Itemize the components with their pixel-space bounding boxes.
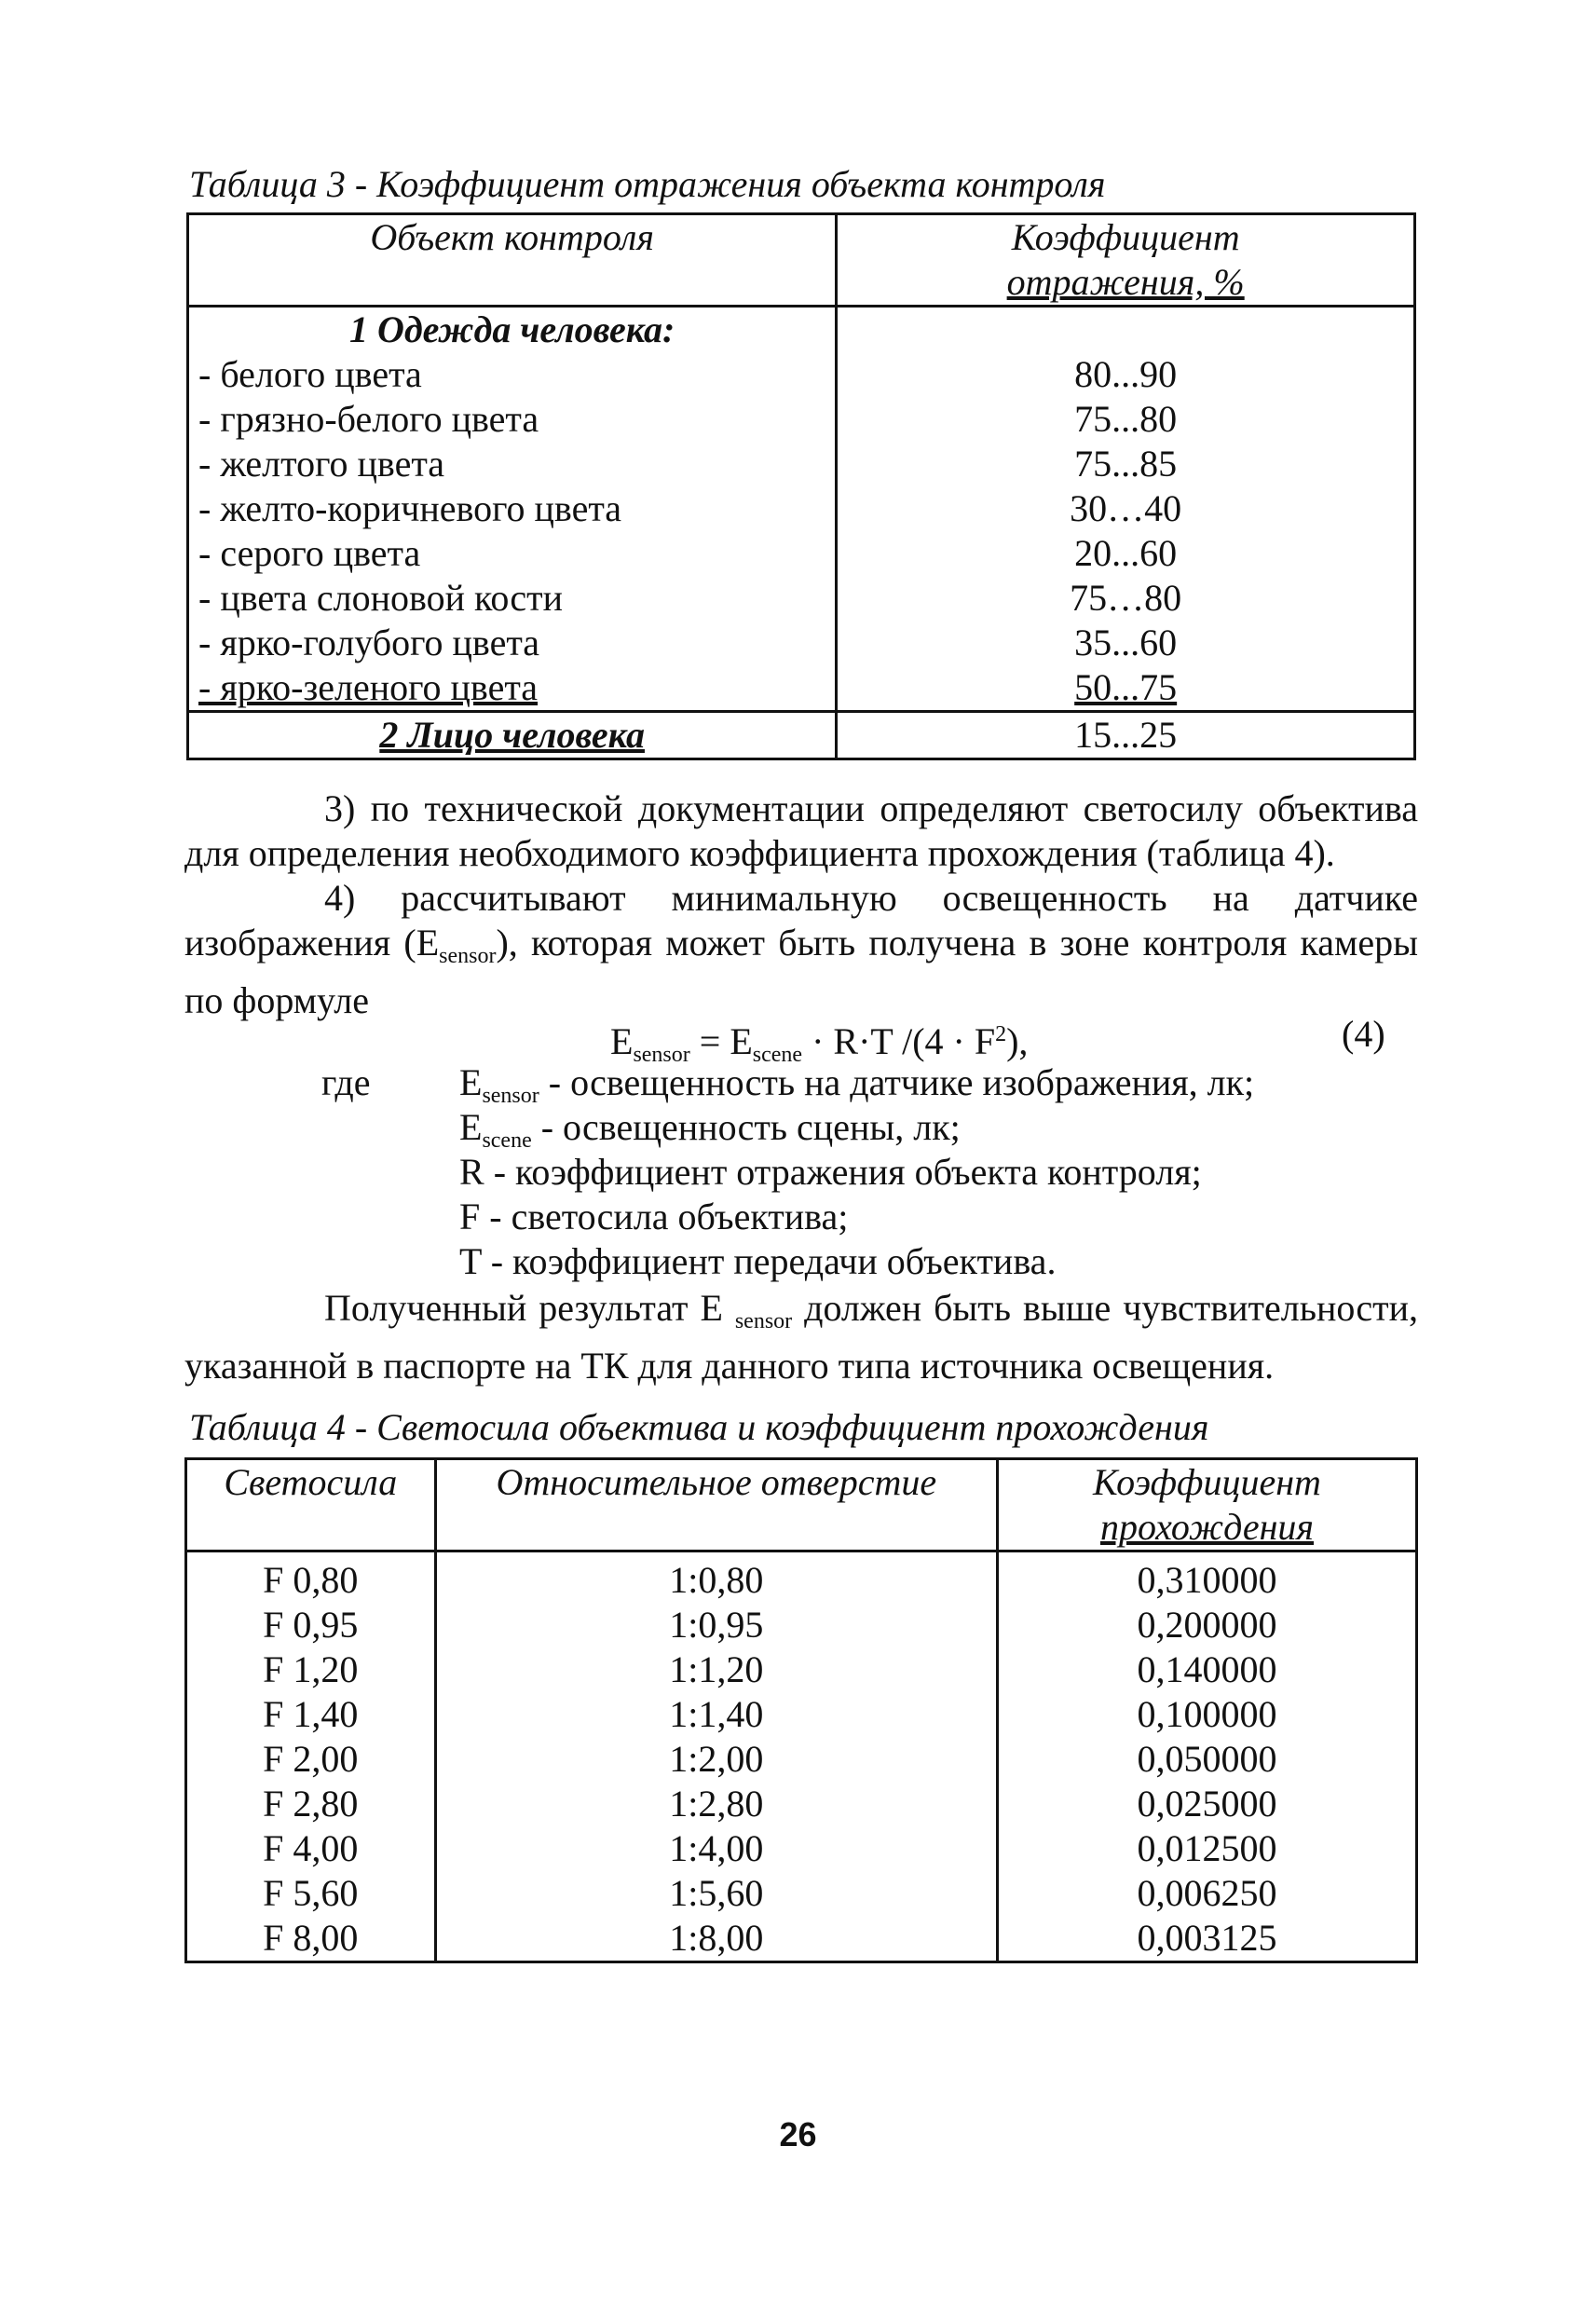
table3 <box>186 212 1416 760</box>
table3-row-value: 50...75 <box>837 665 1415 712</box>
table-row <box>186 1916 1417 1962</box>
table4-cell-ratio: 1:2,00 <box>435 1737 997 1782</box>
table-row <box>188 576 1415 621</box>
paragraph-item4-sub: sensor <box>439 944 497 968</box>
table3-row-label: - желто-коричневого цвета <box>188 486 837 531</box>
table4-cell-aperture: F 2,00 <box>186 1737 436 1782</box>
table3-row-label: - грязно-белого цвета <box>188 397 837 442</box>
table3-header-object <box>188 214 837 307</box>
table3-group2-row <box>188 712 1415 759</box>
table4-header-col3-line1: Коэффициент <box>1093 1461 1321 1503</box>
formula-rest-a: · R·T /(4 · F <box>802 1020 996 1062</box>
table3-row-value: 20...60 <box>837 531 1415 576</box>
where-label: где <box>321 1061 371 1103</box>
table4-header-col3-line2: прохождения <box>1099 1506 1315 1548</box>
table-row <box>186 1871 1417 1916</box>
table3-caption: Таблица 3 - Коэффициент отражения объекта контроля <box>189 163 1106 205</box>
formula-sub-scene: scene <box>752 1043 803 1067</box>
table-row <box>186 1737 1417 1782</box>
formula-equals: = E <box>689 1020 753 1062</box>
table4-cell-aperture: F 2,80 <box>186 1782 436 1826</box>
paragraph-item4 <box>184 876 1418 1023</box>
table-row <box>188 486 1415 531</box>
table4-cell-ratio: 1:1,20 <box>435 1647 997 1692</box>
table3-header-coefficient <box>837 214 1415 307</box>
table-row <box>188 665 1415 712</box>
table3-group1-title: 1 Одежда человека: <box>188 307 837 353</box>
table4-cell-coefficient: 0,200000 <box>997 1603 1416 1647</box>
table3-row-label: - желтого цвета <box>188 442 837 486</box>
table3-row-value: 80...90 <box>837 352 1415 397</box>
table4-cell-coefficient: 0,012500 <box>997 1826 1416 1871</box>
where-text: - освещенность сцены, лк; <box>531 1106 961 1148</box>
table4-header-relative-opening: Относительное отверстие <box>435 1459 997 1551</box>
where-symbol: F <box>459 1196 481 1237</box>
table4-cell-ratio: 1:8,00 <box>435 1916 997 1962</box>
table-row <box>186 1826 1417 1871</box>
table3-row-label: - ярко-зеленого цвета <box>188 665 837 712</box>
table3-row-value: 75...85 <box>837 442 1415 486</box>
formula-number: (4) <box>1342 1013 1385 1055</box>
where-item <box>459 1239 1056 1284</box>
table3-row-label: - цвета слоновой кости <box>188 576 837 621</box>
table3-header-col2-line2: отражения, % <box>1006 261 1245 303</box>
table-row <box>186 1782 1417 1826</box>
table3-row-value: 35...60 <box>837 621 1415 665</box>
table4-cell-aperture: F 0,95 <box>186 1603 436 1647</box>
table4-caption: Таблица 4 - Светосила объектива и коэффициент прохождения <box>189 1406 1209 1448</box>
table-row <box>186 1551 1417 1604</box>
table-row <box>188 621 1415 665</box>
table4-cell-aperture: F 0,80 <box>186 1551 436 1604</box>
table-row <box>186 1603 1417 1647</box>
table-row <box>188 352 1415 397</box>
paragraph-item4-part-b: ), которая может быть получена в зоне контроля камеры по формуле <box>184 922 1418 1021</box>
table3-group2-value: 15...25 <box>837 712 1415 759</box>
paragraph-result <box>184 1286 1418 1388</box>
where-text: - освещенность на датчике изображения, лк; <box>539 1061 1255 1103</box>
table3-row-label: - серого цвета <box>188 531 837 576</box>
paragraph-result-part-a: Полученный результат E <box>324 1287 735 1329</box>
where-text: - коэффициент отражения объекта контроля; <box>484 1151 1202 1193</box>
table4-cell-aperture: F 8,00 <box>186 1916 436 1962</box>
table3-group2-title: 2 Лицо человека <box>188 712 837 759</box>
table4-cell-aperture: F 4,00 <box>186 1826 436 1871</box>
table4-cell-ratio: 1:5,60 <box>435 1871 997 1916</box>
paragraph-item4-part-a: 4) рассчитывают минимальную освещенность на датчике изображения (E <box>184 877 1418 964</box>
table-row <box>186 1692 1417 1737</box>
table4-header-coefficient <box>997 1459 1416 1551</box>
table-row <box>186 1647 1417 1692</box>
table3-header-row <box>188 214 1415 307</box>
formula-rest-b: ), <box>1006 1020 1029 1062</box>
table4 <box>184 1457 1418 1963</box>
formula-sup: 2 <box>995 1022 1007 1046</box>
table4-header-aperture: Светосила <box>186 1459 436 1551</box>
where-subscript: sensor <box>482 1084 539 1108</box>
table4-cell-ratio: 1:1,40 <box>435 1692 997 1737</box>
table3-header-col1-text: Объект контроля <box>370 216 654 258</box>
where-symbol: E <box>459 1106 483 1148</box>
table4-cell-coefficient: 0,050000 <box>997 1737 1416 1782</box>
formula-symbol-e: E <box>610 1020 634 1062</box>
table-row <box>188 442 1415 486</box>
table4-cell-coefficient: 0,310000 <box>997 1551 1416 1604</box>
table4-cell-ratio: 1:4,00 <box>435 1826 997 1871</box>
where-subscript: scene <box>482 1128 532 1153</box>
table4-cell-coefficient: 0,140000 <box>997 1647 1416 1692</box>
where-text: - коэффициент передачи объектива. <box>481 1240 1057 1282</box>
where-item <box>459 1195 848 1239</box>
where-symbol: E <box>459 1061 483 1103</box>
table4-header-row <box>186 1459 1417 1551</box>
table4-cell-coefficient: 0,025000 <box>997 1782 1416 1826</box>
table3-row-value: 75...80 <box>837 397 1415 442</box>
paragraph-item3: 3) по технической документации определяют светосилу объектива для определения необходимого коэффициента прохождения (таблица 4). <box>184 787 1418 874</box>
table4-cell-coefficient: 0,003125 <box>997 1916 1416 1962</box>
paragraph-result-part-b: должен быть выше чувствительности, указанной в паспорте на ТК для данного типа источника освещения. <box>184 1287 1418 1387</box>
table3-row-value: 75…80 <box>837 576 1415 621</box>
table4-cell-coefficient: 0,006250 <box>997 1871 1416 1916</box>
table3-group1-value <box>837 307 1415 353</box>
table4-cell-ratio: 1:0,95 <box>435 1603 997 1647</box>
table-row <box>188 531 1415 576</box>
page-number: 26 <box>779 2115 817 2153</box>
formula-sub-sensor: sensor <box>633 1043 690 1067</box>
table3-row-label: - белого цвета <box>188 352 837 397</box>
where-symbol: R <box>459 1151 484 1193</box>
table3-row-label: - ярко-голубого цвета <box>188 621 837 665</box>
table3-row-value: 30…40 <box>837 486 1415 531</box>
where-item <box>459 1150 1202 1195</box>
table3-header-col2-line1: Коэффициент <box>1011 216 1240 258</box>
table4-cell-ratio: 1:2,80 <box>435 1782 997 1826</box>
table-row <box>188 397 1415 442</box>
table4-cell-ratio: 1:0,80 <box>435 1551 997 1604</box>
where-symbol: T <box>459 1240 482 1282</box>
table4-cell-aperture: F 5,60 <box>186 1871 436 1916</box>
paragraph-result-sub: sensor <box>734 1309 793 1333</box>
where-text: - светосила объектива; <box>480 1196 849 1237</box>
table3-group1-row <box>188 307 1415 353</box>
table4-cell-coefficient: 0,100000 <box>997 1692 1416 1737</box>
table4-cell-aperture: F 1,20 <box>186 1647 436 1692</box>
table4-cell-aperture: F 1,40 <box>186 1692 436 1737</box>
